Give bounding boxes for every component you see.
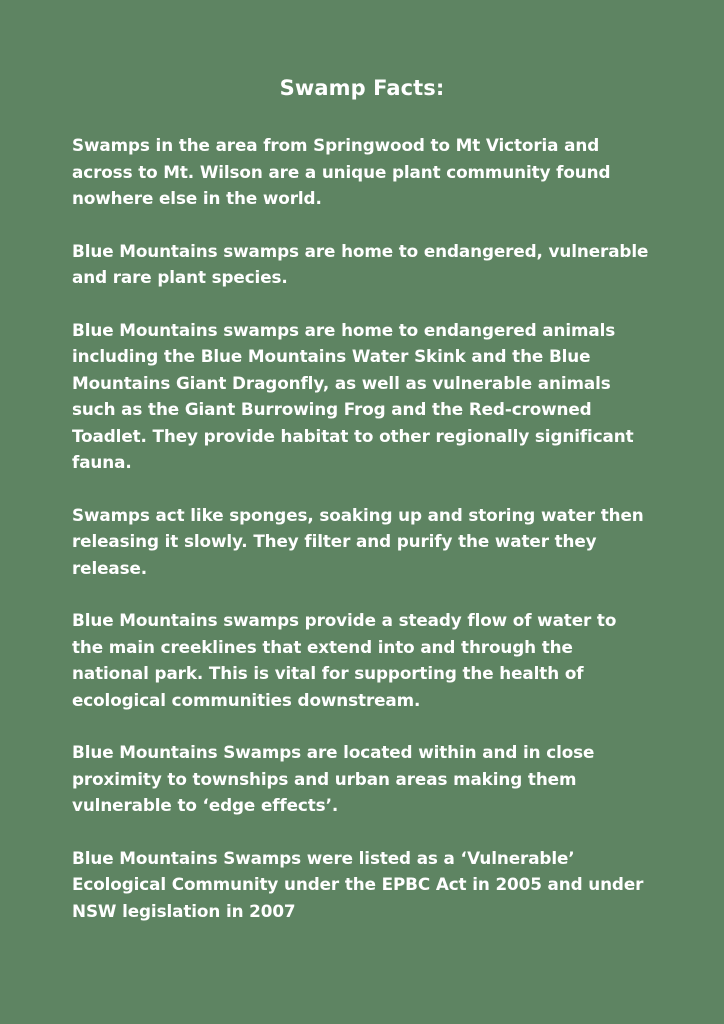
facts-list xyxy=(72,132,652,924)
page-title: Swamp Facts: xyxy=(279,76,445,100)
fact-paragraph-water-flow: Blue Mountains swamps provide a steady flow of water to the main creeklines that extend into and through the national park. This is vital for supporting the health of ecological communities downstream. xyxy=(72,610,617,710)
fact-paragraph-plant-species: Blue Mountains swamps are home to endangered, vulnerable and rare plant species. xyxy=(72,240,649,287)
fact-paragraph-edge-effects: Blue Mountains Swamps are located within and in close proximity to townships and urban areas making them vulnerable to ‘edge effects’. xyxy=(72,742,595,815)
fact-paragraph-springwood: Swamps in the area from Springwood to Mt Victoria and across to Mt. Wilson are a unique plant community found nowhere else in the world. xyxy=(72,135,611,208)
fact-paragraph-endangered-animals: Blue Mountains swamps are home to endangered animals including the Blue Mountains Water Skink and the Blue Mountains Giant Dragonfly, as well as vulnerable animals such as the Giant Burrowing Frog and the Red-crowned Toadlet. They provide habitat to other regionally significant fauna. xyxy=(72,319,634,472)
fact-paragraph-sponges: Swamps act like sponges, soaking up and storing water then releasing it slowly. They filter and purify the water they release. xyxy=(72,504,644,578)
fact-paragraph-epbc-listing: Blue Mountains Swamps were listed as a ‘Vulnerable’ Ecological Community under the EPBC Act in 2005 and under NSW legislation in 2007 xyxy=(72,847,644,921)
